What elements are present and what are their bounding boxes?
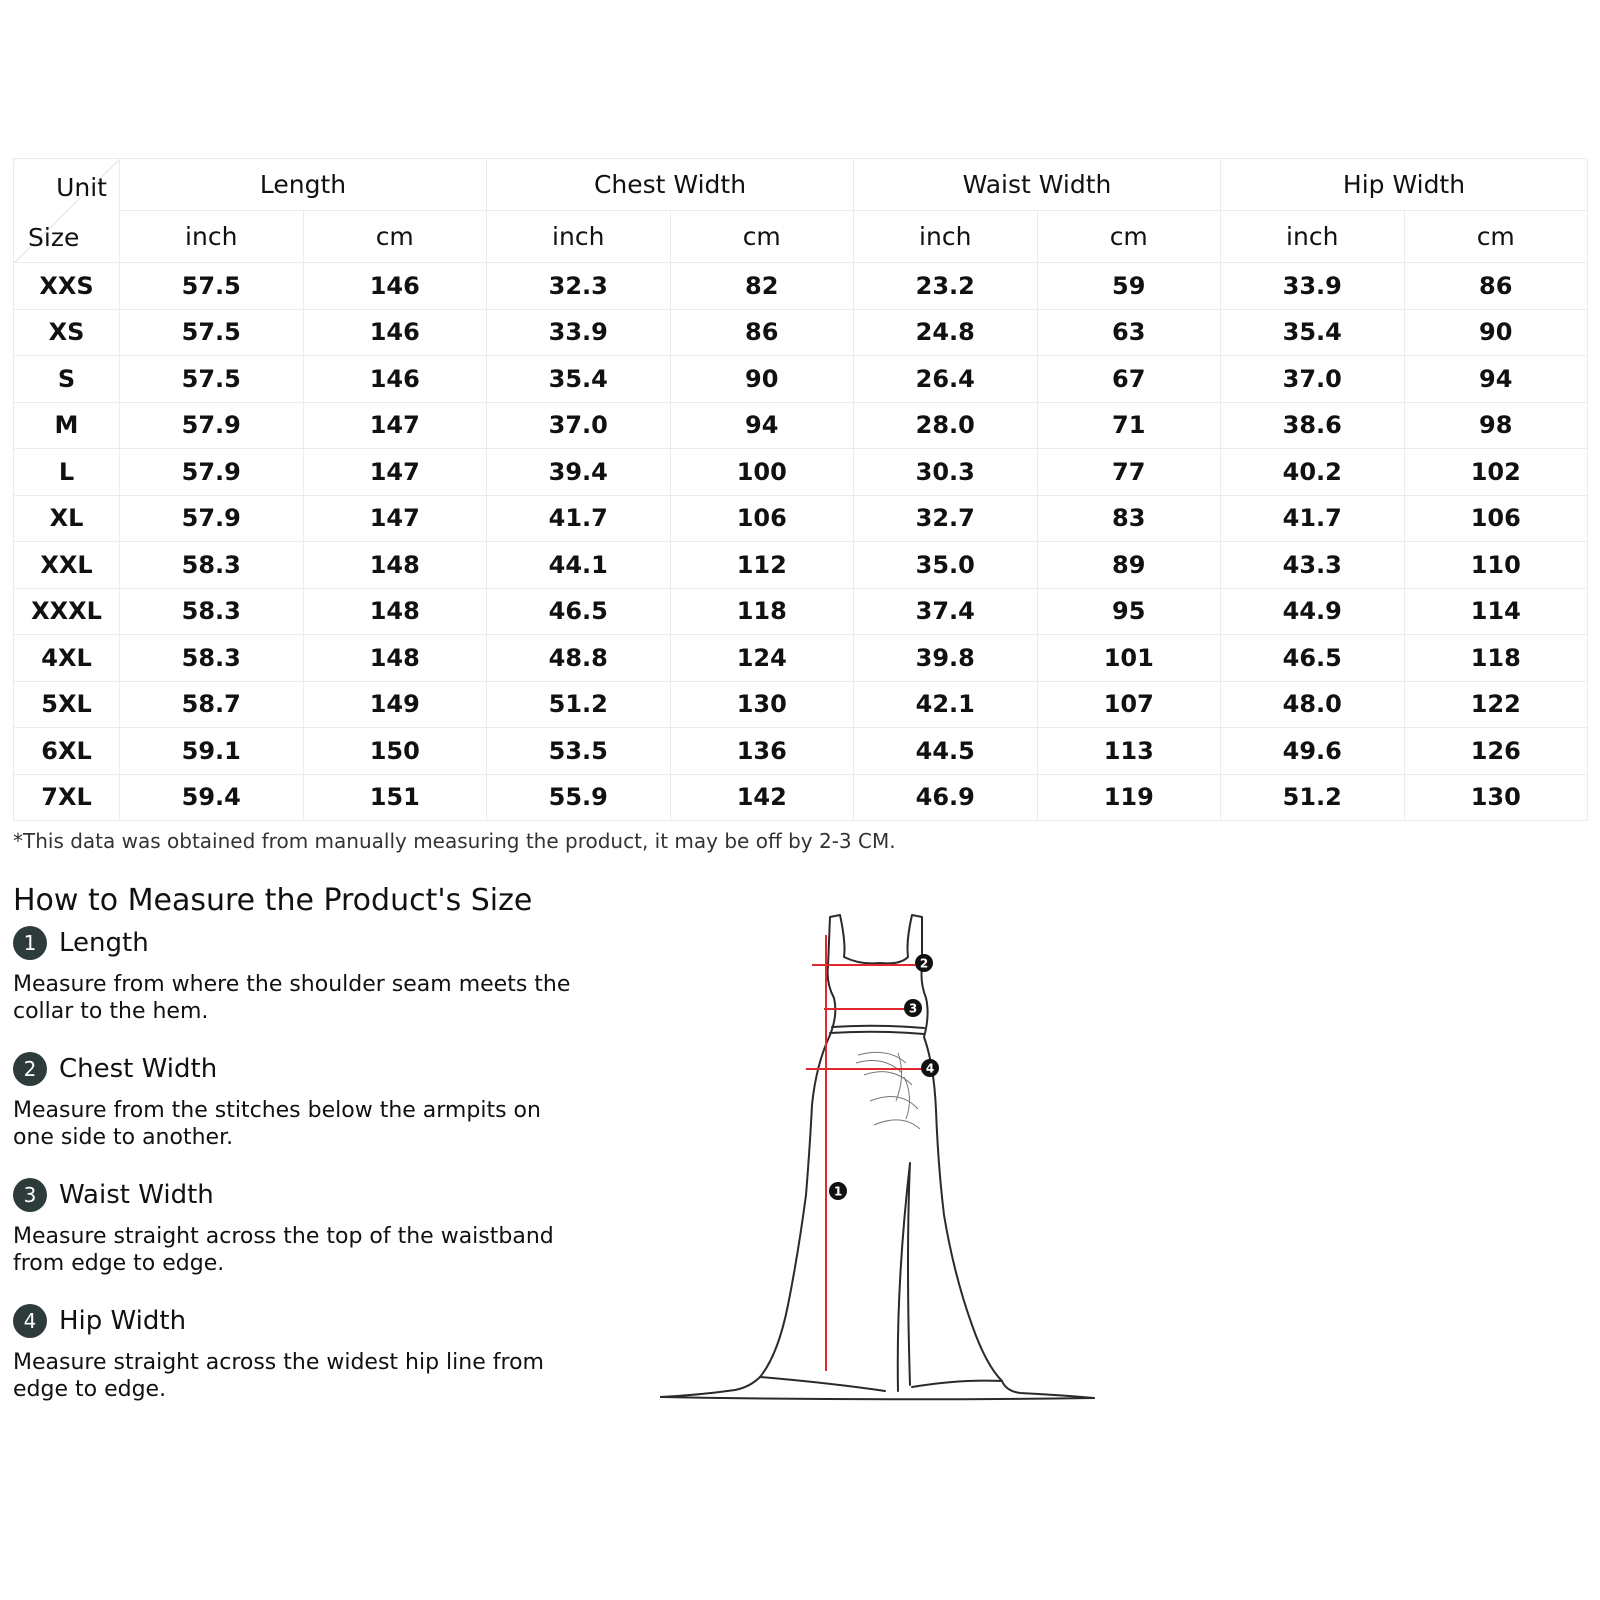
measurement-cell: 38.6 (1221, 402, 1405, 449)
measurement-cell: 118 (670, 588, 854, 635)
step-description: Measure from the stitches below the armpits on one side to another. (13, 1098, 541, 1150)
measurement-cell: 67 (1037, 356, 1221, 403)
marker-4 (921, 1059, 939, 1077)
group-header-hip-width: Hip Width (1221, 159, 1588, 211)
measurement-cell: 30.3 (854, 449, 1038, 496)
measurement-cell: 151 (303, 774, 487, 821)
measurement-cell: 146 (303, 263, 487, 310)
measurement-cell: 58.3 (120, 588, 304, 635)
marker-1 (829, 1182, 847, 1200)
measurement-cell: 37.4 (854, 588, 1038, 635)
measurement-cell: 86 (670, 309, 854, 356)
measurement-lines (806, 935, 922, 1371)
step-waist-width (13, 1177, 583, 1277)
marker-2 (915, 954, 933, 972)
measurement-cell: 41.7 (1221, 495, 1405, 542)
group-header-chest-width: Chest Width (487, 159, 854, 211)
measurement-cell: 147 (303, 449, 487, 496)
measurement-cell: 130 (670, 681, 854, 728)
measurement-cell: 28.0 (854, 402, 1038, 449)
measurement-cell: 110 (1404, 542, 1588, 589)
size-cell: 6XL (14, 728, 120, 775)
measurement-cell: 118 (1404, 635, 1588, 682)
measurement-cell: 147 (303, 402, 487, 449)
step-hip-width (13, 1303, 583, 1403)
measurement-cell: 146 (303, 356, 487, 403)
dress-outline (660, 915, 1094, 1399)
svg-text:3: 3 (908, 1001, 918, 1016)
unit-header: cm (670, 211, 854, 263)
step-description: Measure straight across the top of the waistband from edge to edge. (13, 1224, 554, 1276)
measurement-cell: 49.6 (1221, 728, 1405, 775)
measurement-cell: 51.2 (487, 681, 671, 728)
measurement-cell: 57.9 (120, 449, 304, 496)
table-row (14, 774, 1588, 821)
measurement-cell: 44.9 (1221, 588, 1405, 635)
measurement-cell: 90 (1404, 309, 1588, 356)
step-description: Measure from where the shoulder seam meets the collar to the hem. (13, 972, 571, 1024)
corner-cell (14, 159, 120, 263)
table-row (14, 588, 1588, 635)
corner-unit-label: Unit (56, 173, 107, 202)
measurement-cell: 46.9 (854, 774, 1038, 821)
measurement-cell: 130 (1404, 774, 1588, 821)
table-row (14, 635, 1588, 682)
measurement-cell: 55.9 (487, 774, 671, 821)
size-chart-table (13, 158, 1588, 821)
step-number-badge: 4 (13, 1304, 47, 1338)
group-header-waist-width: Waist Width (854, 159, 1221, 211)
measurement-cell: 33.9 (487, 309, 671, 356)
measurement-cell: 35.4 (1221, 309, 1405, 356)
unit-header: cm (1404, 211, 1588, 263)
svg-text:4: 4 (925, 1061, 935, 1076)
measurement-cell: 94 (670, 402, 854, 449)
measurement-cell: 124 (670, 635, 854, 682)
measurement-cell: 142 (670, 774, 854, 821)
step-number-badge: 2 (13, 1052, 47, 1086)
measurement-cell: 148 (303, 588, 487, 635)
size-cell: XS (14, 309, 120, 356)
measurement-cell: 39.8 (854, 635, 1038, 682)
table-row (14, 263, 1588, 310)
measurement-cell: 57.9 (120, 402, 304, 449)
measurement-cell: 42.1 (854, 681, 1038, 728)
table-row (14, 542, 1588, 589)
measurement-cell: 106 (670, 495, 854, 542)
guide-title: How to Measure the Product's Size (13, 883, 533, 918)
dress-measurement-diagram (660, 905, 1100, 1415)
measurement-cell: 149 (303, 681, 487, 728)
unit-header: cm (1037, 211, 1221, 263)
unit-header: inch (854, 211, 1038, 263)
measurement-cell: 26.4 (854, 356, 1038, 403)
step-name: Length (59, 928, 149, 958)
measurement-cell: 35.0 (854, 542, 1038, 589)
step-description: Measure straight across the widest hip line from edge to edge. (13, 1350, 544, 1402)
measurement-cell: 77 (1037, 449, 1221, 496)
measurement-cell: 90 (670, 356, 854, 403)
measurement-cell: 148 (303, 635, 487, 682)
measurement-cell: 150 (303, 728, 487, 775)
measurement-cell: 71 (1037, 402, 1221, 449)
measurement-cell: 43.3 (1221, 542, 1405, 589)
measurement-cell: 40.2 (1221, 449, 1405, 496)
size-cell: XXS (14, 263, 120, 310)
measurement-cell: 53.5 (487, 728, 671, 775)
measurement-cell: 100 (670, 449, 854, 496)
measurement-cell: 83 (1037, 495, 1221, 542)
measurement-cell: 147 (303, 495, 487, 542)
measurement-cell: 37.0 (487, 402, 671, 449)
table-row (14, 356, 1588, 403)
measurement-cell: 58.7 (120, 681, 304, 728)
measurement-cell: 107 (1037, 681, 1221, 728)
measurement-cell: 32.7 (854, 495, 1038, 542)
measurement-cell: 51.2 (1221, 774, 1405, 821)
table-header-groups (14, 159, 1588, 211)
measurement-cell: 119 (1037, 774, 1221, 821)
svg-text:1: 1 (833, 1184, 843, 1199)
measurement-cell: 46.5 (1221, 635, 1405, 682)
table-header-units (14, 211, 1588, 263)
measurement-cell: 114 (1404, 588, 1588, 635)
table-row (14, 728, 1588, 775)
table-row (14, 449, 1588, 496)
size-cell: 5XL (14, 681, 120, 728)
group-header-length: Length (120, 159, 487, 211)
table-row (14, 309, 1588, 356)
step-length (13, 925, 583, 1025)
measurement-cell: 126 (1404, 728, 1588, 775)
measurement-cell: 63 (1037, 309, 1221, 356)
step-number-badge: 1 (13, 926, 47, 960)
dress-gathers (856, 1052, 920, 1129)
measurement-cell: 95 (1037, 588, 1221, 635)
step-name: Hip Width (59, 1306, 187, 1336)
measurement-cell: 122 (1404, 681, 1588, 728)
measurement-cell: 89 (1037, 542, 1221, 589)
measurement-cell: 106 (1404, 495, 1588, 542)
size-cell: 4XL (14, 635, 120, 682)
size-cell: S (14, 356, 120, 403)
measurement-cell: 35.4 (487, 356, 671, 403)
measurement-note: *This data was obtained from manually measuring the product, it may be off by 2-3 CM. (13, 829, 896, 853)
svg-text:2: 2 (919, 956, 929, 971)
size-cell: XXL (14, 542, 120, 589)
measurement-cell: 57.5 (120, 309, 304, 356)
size-cell: XXXL (14, 588, 120, 635)
measurement-cell: 44.5 (854, 728, 1038, 775)
measurement-cell: 112 (670, 542, 854, 589)
measurement-cell: 37.0 (1221, 356, 1405, 403)
measurement-cell: 44.1 (487, 542, 671, 589)
table-row (14, 402, 1588, 449)
measurement-cell: 82 (670, 263, 854, 310)
measurement-cell: 101 (1037, 635, 1221, 682)
measurement-cell: 146 (303, 309, 487, 356)
step-name: Waist Width (59, 1180, 214, 1210)
unit-header: inch (487, 211, 671, 263)
measurement-cell: 102 (1404, 449, 1588, 496)
step-chest-width (13, 1051, 583, 1151)
unit-header: inch (120, 211, 304, 263)
size-cell: XL (14, 495, 120, 542)
size-cell: M (14, 402, 120, 449)
corner-size-label: Size (28, 223, 80, 252)
measurement-cell: 46.5 (487, 588, 671, 635)
measurement-cell: 39.4 (487, 449, 671, 496)
measurement-cell: 86 (1404, 263, 1588, 310)
measurement-cell: 24.8 (854, 309, 1038, 356)
measurement-cell: 57.9 (120, 495, 304, 542)
step-number-badge: 3 (13, 1178, 47, 1212)
step-name: Chest Width (59, 1054, 218, 1084)
table-row (14, 681, 1588, 728)
measurement-cell: 148 (303, 542, 487, 589)
measurement-cell: 98 (1404, 402, 1588, 449)
measurement-cell: 113 (1037, 728, 1221, 775)
measurement-cell: 58.3 (120, 542, 304, 589)
table-row (14, 495, 1588, 542)
measurement-cell: 59 (1037, 263, 1221, 310)
measurement-cell: 57.5 (120, 356, 304, 403)
marker-3 (904, 999, 922, 1017)
measurement-cell: 48.8 (487, 635, 671, 682)
measurement-cell: 32.3 (487, 263, 671, 310)
measurement-cell: 58.3 (120, 635, 304, 682)
measurement-cell: 23.2 (854, 263, 1038, 310)
measurement-cell: 41.7 (487, 495, 671, 542)
measurement-cell: 33.9 (1221, 263, 1405, 310)
size-cell: 7XL (14, 774, 120, 821)
size-cell: L (14, 449, 120, 496)
measurement-cell: 94 (1404, 356, 1588, 403)
measurement-cell: 59.4 (120, 774, 304, 821)
unit-header: cm (303, 211, 487, 263)
measurement-cell: 136 (670, 728, 854, 775)
measurement-cell: 59.1 (120, 728, 304, 775)
measurement-cell: 48.0 (1221, 681, 1405, 728)
measurement-cell: 57.5 (120, 263, 304, 310)
unit-header: inch (1221, 211, 1405, 263)
